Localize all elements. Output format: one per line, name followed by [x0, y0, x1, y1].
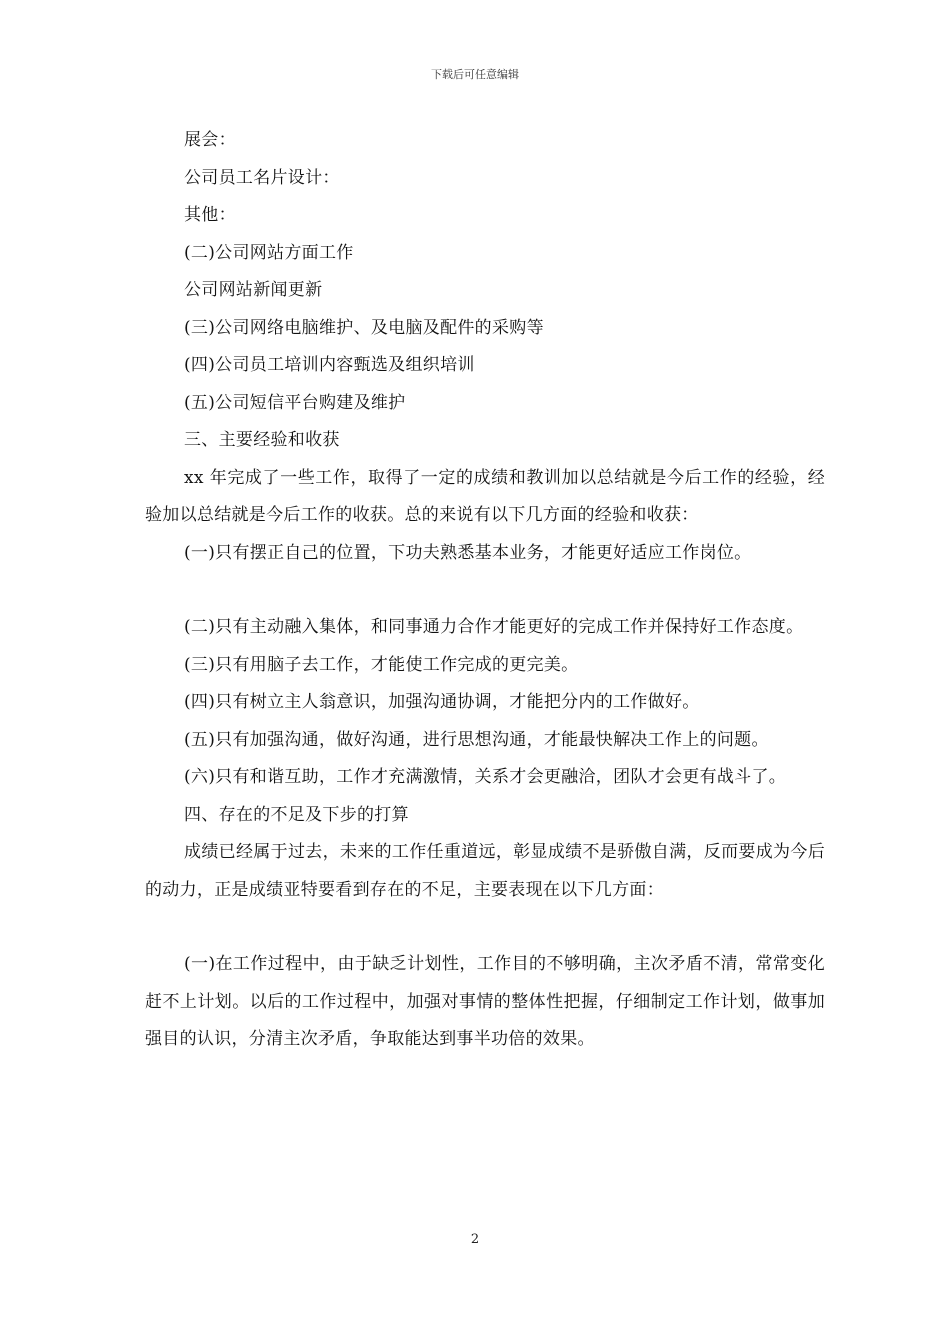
- paragraph: 其他：: [184, 205, 236, 225]
- document-body: [145, 122, 825, 1059]
- paragraph: xx 年完成了一些工作，取得了一定的成绩和教训加以总结就是今后工作的经验，经验加以总结就是今后工作的收获。总的来说有以下几方面的经验和收获：: [145, 467, 825, 525]
- section-heading: 四、存在的不足及下步的打算: [184, 804, 409, 825]
- page-header: 下载后可任意编辑: [431, 68, 519, 81]
- paragraph: 展会：: [184, 130, 236, 150]
- list-item: (一)只有摆正自己的位置，下功夫熟悉基本业务，才能更好适应工作岗位。: [184, 542, 752, 563]
- list-item: (五)只有加强沟通，做好沟通，进行思想沟通，才能最快解决工作上的问题。: [184, 729, 769, 750]
- list-item: (四)只有树立主人翁意识，加强沟通协调，才能把分内的工作做好。: [184, 692, 700, 712]
- list-item: (二)只有主动融入集体，和同事通力合作才能更好的完成工作并保持好工作态度。: [184, 617, 804, 637]
- section-heading: 三、主要经验和收获: [184, 430, 340, 450]
- section-subheading: (三)公司网络电脑维护、及电脑及配件的采购等: [184, 317, 544, 338]
- section-subheading: (二)公司网站方面工作: [184, 242, 354, 263]
- paragraph: 公司网站新闻更新: [184, 280, 323, 300]
- paragraph: 成绩已经属于过去，未来的工作任重道远，彰显成绩不是骄傲自满，反而要成为今后的动力，正是成绩亚特要看到存在的不足，主要表现在以下几方面：: [145, 842, 825, 900]
- list-item: (六)只有和谐互助，工作才充满激情，关系才会更融洽，团队才会更有战斗了。: [184, 767, 787, 787]
- list-item: (一)在工作过程中，由于缺乏计划性，工作目的不够明确，主次矛盾不清，常常变化赶不上计划。以后的工作过程中，加强对事情的整体性把握，仔细制定工作计划，做事加强目的认识，分清主次矛盾，争取能达到事半功倍的效果。: [145, 954, 825, 1049]
- paragraph: 公司员工名片设计：: [184, 167, 340, 188]
- list-item: (三)只有用脑子去工作，才能使工作完成的更完美。: [184, 654, 579, 675]
- section-subheading: (五)公司短信平台购建及维护: [184, 392, 406, 413]
- section-subheading: (四)公司员工培训内容甄选及组织培训: [184, 355, 475, 375]
- page-number: 2: [470, 1232, 480, 1247]
